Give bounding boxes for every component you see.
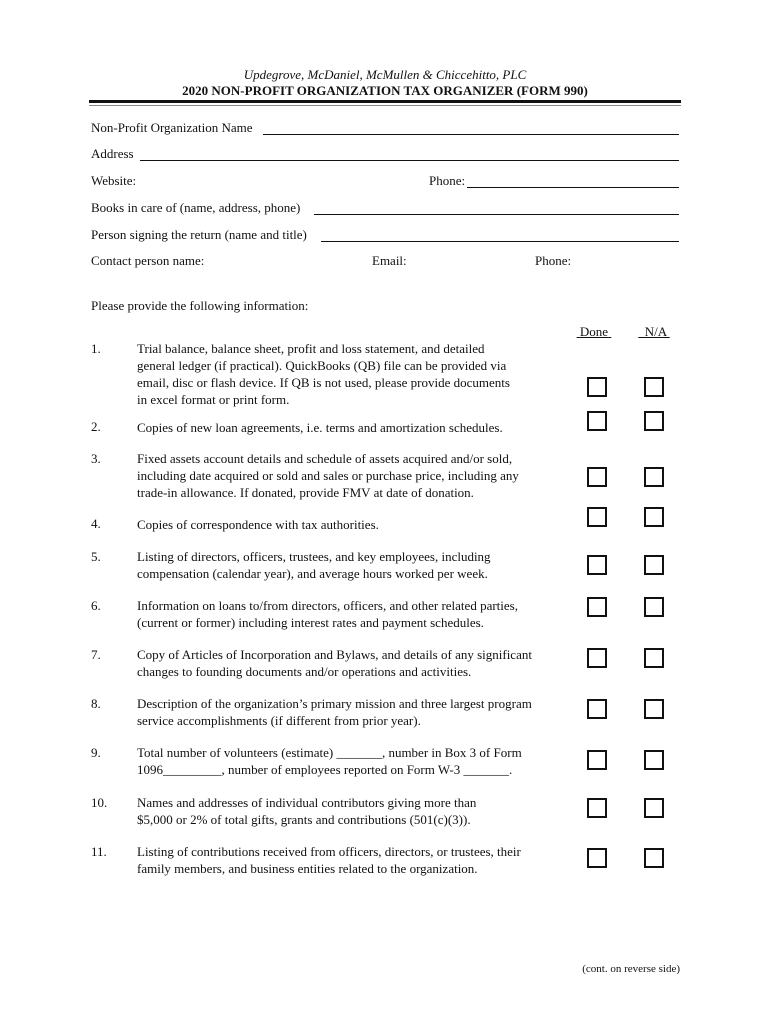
item-number: 6.: [91, 598, 101, 613]
instructions: Please provide the following information:: [91, 298, 309, 313]
org-name-label: Non-Profit Organization Name: [91, 120, 253, 135]
item-text: Copies of correspondence with tax authorities.: [137, 517, 379, 532]
done-checkbox[interactable]: [587, 848, 607, 868]
done-checkbox[interactable]: [587, 750, 607, 770]
na-checkbox[interactable]: [644, 377, 664, 397]
na-column-header: N/A: [638, 324, 670, 339]
firm-name: Updegrove, McDaniel, McMullen & Chiccehitto, PLC: [243, 67, 527, 82]
done-checkbox[interactable]: [587, 798, 607, 818]
item-text: Fixed assets account details and schedule of assets acquired and/or sold, including date acquired or sold and sales or purchase price, including any trade-in allowance. If donated, provide FMV at date of donation.: [137, 451, 519, 500]
done-checkbox[interactable]: [587, 467, 607, 487]
contact-phone-label: Phone:: [535, 253, 572, 268]
signer-field[interactable]: [321, 241, 679, 242]
item-text: Total number of volunteers (estimate) _______, number in Box 3 of Form 1096_________, number of employees reported on Form W-3 _______.: [137, 745, 522, 777]
done-checkbox[interactable]: [587, 648, 607, 668]
na-checkbox[interactable]: [644, 597, 664, 617]
na-checkbox[interactable]: [644, 648, 664, 668]
done-checkbox[interactable]: [587, 555, 607, 575]
address-label: Address: [91, 146, 134, 161]
item-number: 10.: [91, 795, 108, 810]
item-number: 3.: [91, 451, 101, 466]
na-checkbox[interactable]: [644, 507, 664, 527]
done-checkbox[interactable]: [587, 377, 607, 397]
books-field[interactable]: [314, 214, 679, 215]
item-text: Copy of Articles of Incorporation and Bylaws, and details of any significant changes to founding documents and/or operations and activities.: [137, 647, 532, 679]
na-checkbox[interactable]: [644, 555, 664, 575]
item-text: Names and addresses of individual contributors giving more than $5,000 or 2% of total gifts, grants and contributions (501(c)(3)).: [137, 795, 477, 827]
website-label: Website:: [91, 173, 137, 188]
header-rule-thick: [89, 100, 681, 103]
address-field[interactable]: [140, 160, 679, 161]
item-number: 1.: [91, 341, 101, 356]
na-checkbox[interactable]: [644, 798, 664, 818]
footer-note: (cont. on reverse side): [582, 963, 680, 975]
done-checkbox[interactable]: [587, 411, 607, 431]
item-text: Information on loans to/from directors, officers, and other related parties, (current or former) including interest rates and payment schedules.: [137, 598, 518, 630]
item-number: 4.: [91, 516, 101, 531]
item-number: 8.: [91, 696, 101, 711]
contact-label: Contact person name:: [91, 253, 205, 268]
item-number: 5.: [91, 549, 101, 564]
na-checkbox[interactable]: [644, 699, 664, 719]
na-checkbox[interactable]: [644, 750, 664, 770]
signer-label: Person signing the return (name and title): [91, 227, 307, 242]
item-number: 11.: [91, 844, 107, 859]
form-title: 2020 NON-PROFIT ORGANIZATION TAX ORGANIZER (FORM 990): [182, 83, 588, 98]
item-text: Trial balance, balance sheet, profit and loss statement, and detailed general ledger (if practical). QuickBooks (QB) file can be provided via email, disc or flash device. If QB is not used, please provide documents in excel format or print form.: [137, 341, 510, 407]
books-label: Books in care of (name, address, phone): [91, 200, 301, 215]
done-checkbox[interactable]: [587, 699, 607, 719]
phone-field[interactable]: [467, 187, 679, 188]
done-column-header: Done: [576, 324, 612, 339]
done-checkbox[interactable]: [587, 507, 607, 527]
item-number: 9.: [91, 745, 101, 760]
item-text: Listing of directors, officers, trustees, and key employees, including compensation (calendar year), and average hours worked per week.: [137, 549, 491, 581]
na-checkbox[interactable]: [644, 848, 664, 868]
na-checkbox[interactable]: [644, 411, 664, 431]
item-number: 7.: [91, 647, 101, 662]
phone-label: Phone:: [429, 173, 466, 188]
na-checkbox[interactable]: [644, 467, 664, 487]
email-label: Email:: [372, 253, 407, 268]
done-checkbox[interactable]: [587, 597, 607, 617]
item-text: Listing of contributions received from officers, directors, or trustees, their family members, and business entities related to the organization.: [137, 844, 521, 876]
item-text: Copies of new loan agreements, i.e. terms and amortization schedules.: [137, 420, 503, 435]
org-name-field[interactable]: [263, 134, 679, 135]
header-rule-thin: [89, 105, 681, 106]
item-number: 2.: [91, 419, 101, 434]
item-text: Description of the organization’s primary mission and three largest program service accomplishments (if different from prior year).: [137, 696, 532, 728]
